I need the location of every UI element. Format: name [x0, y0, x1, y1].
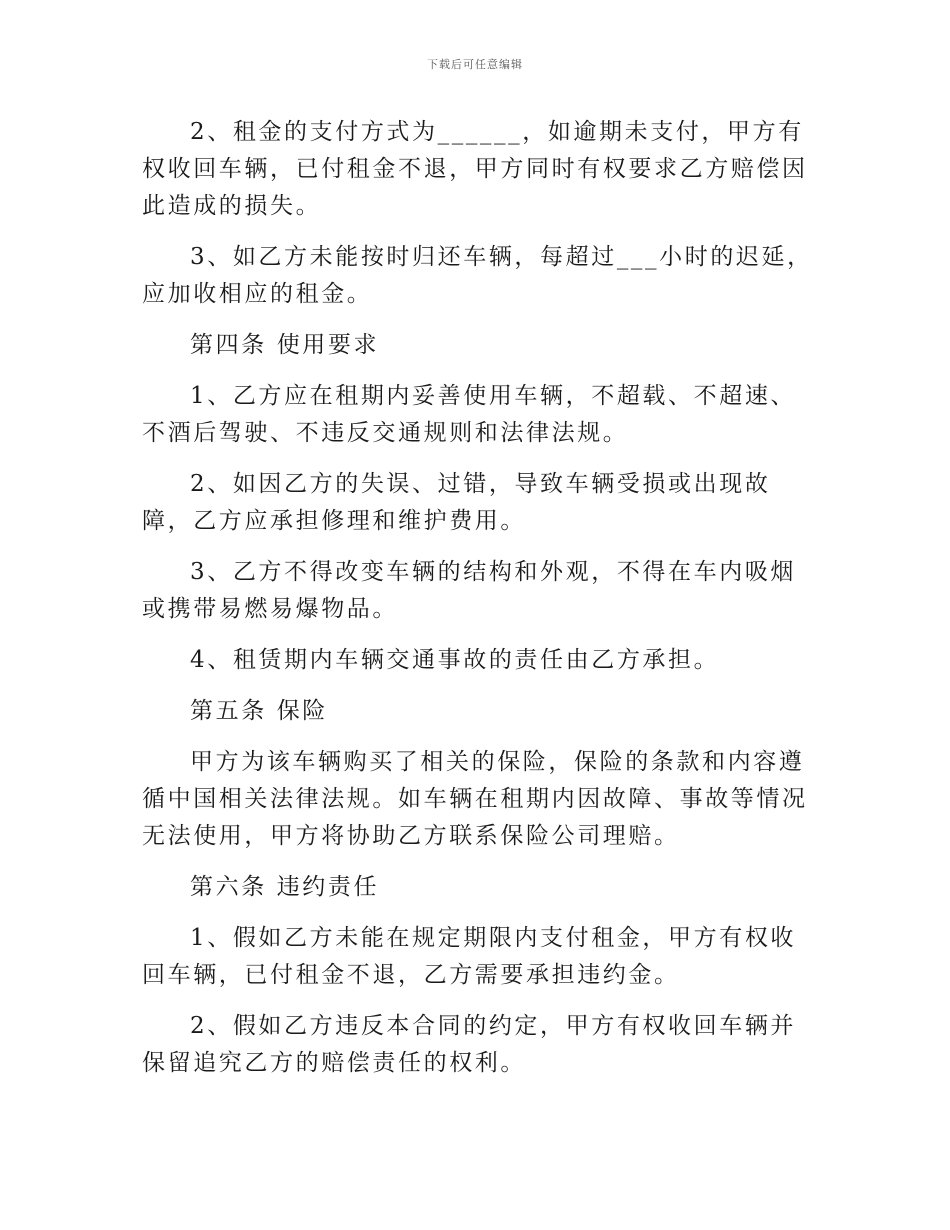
clause-paragraph: 3、乙方不得改变车辆的结构和外观，不得在车内吸烟或携带易燃易爆物品。	[142, 559, 797, 622]
clause-paragraph: 4、租赁期内车辆交通事故的责任由乙方承担。	[190, 647, 720, 673]
clause-paragraph: 3、如乙方未能按时归还车辆，每超过___小时的迟延，应加收相应的租金。	[142, 244, 813, 307]
clause-paragraph: 甲方为该车辆购买了相关的保险，保险的条款和内容遵循中国相关法律法规。如车辆在租期内因故障、事故等情况无法使用，甲方将协助乙方联系保险公司理赔。	[142, 749, 808, 849]
section-heading: 第五条 保险	[190, 698, 328, 724]
page-header: 下载后可任意编辑	[427, 58, 523, 71]
document-body	[142, 114, 814, 1096]
clause-paragraph: 2、租金的支付方式为______，如逾期未支付，甲方有权收回车辆，已付租金不退，甲方同时有权要求乙方赔偿因此造成的损失。	[142, 119, 808, 219]
clause-paragraph: 1、乙方应在租期内妥善使用车辆，不超载、不超速、不酒后驾驶、不违反交通规则和法律法规。	[142, 383, 797, 446]
clause-paragraph: 1、假如乙方未能在规定期限内支付租金，甲方有权收回车辆，已付租金不退，乙方需要承担违约金。	[142, 925, 797, 988]
clause-paragraph: 2、假如乙方违反本合同的约定，甲方有权收回车辆并保留追究乙方的赔偿责任的权利。	[142, 1013, 797, 1076]
clause-paragraph: 2、如因乙方的失误、过错，导致车辆受损或出现故障，乙方应承担修理和维护费用。	[142, 471, 771, 534]
section-heading: 第四条 使用要求	[190, 332, 380, 358]
section-heading: 第六条 违约责任	[190, 874, 380, 900]
